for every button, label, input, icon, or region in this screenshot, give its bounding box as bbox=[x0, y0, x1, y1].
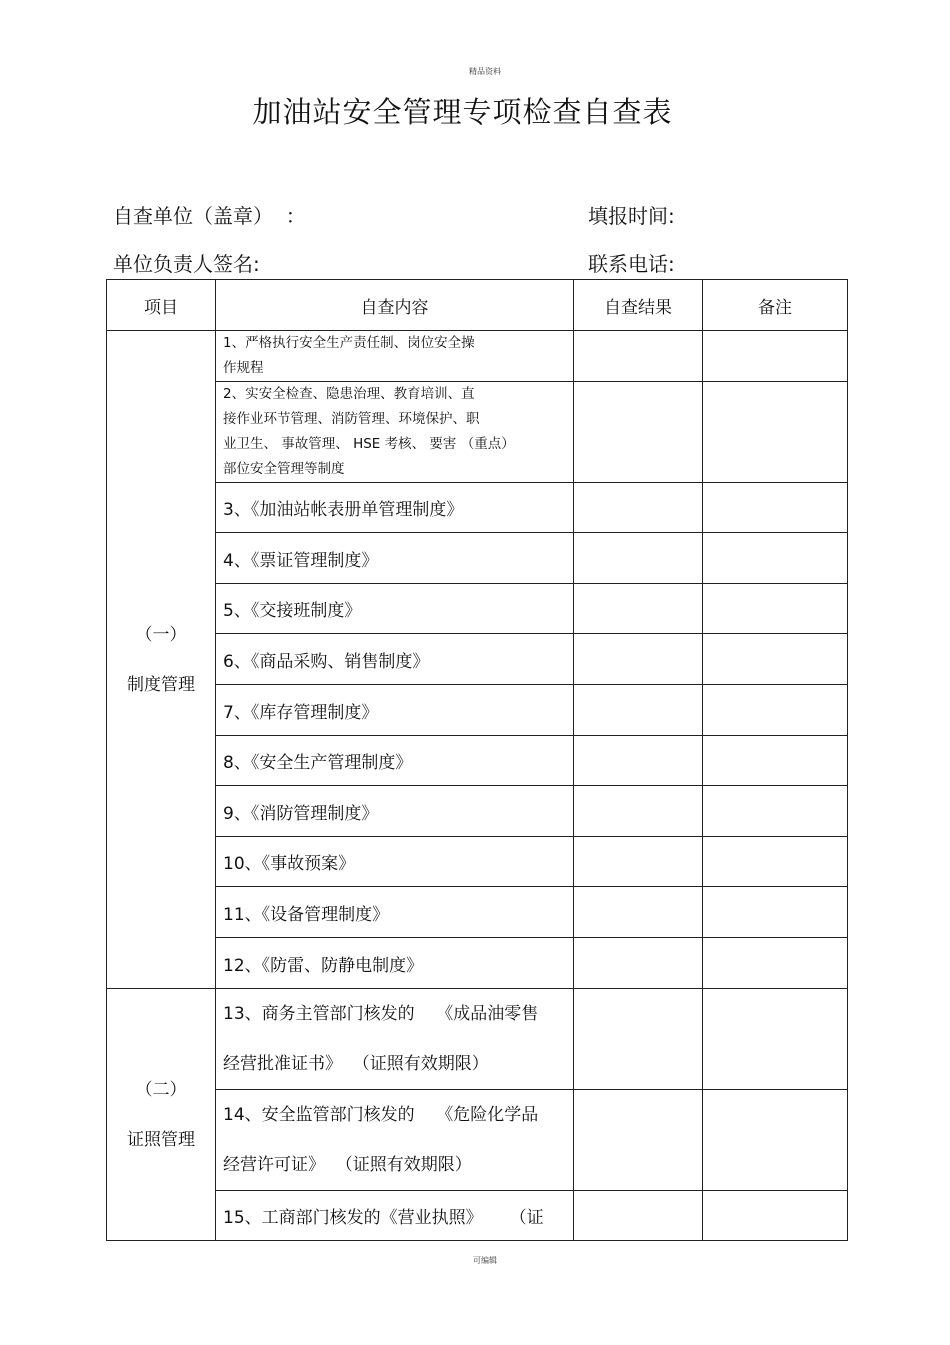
check-content-cell: 8、《安全生产管理制度》 bbox=[216, 736, 574, 786]
footer-note: 可编辑 bbox=[473, 1256, 497, 1265]
remark-cell[interactable] bbox=[703, 837, 848, 887]
check-content-cell bbox=[216, 331, 574, 382]
result-cell[interactable] bbox=[574, 786, 703, 837]
remark-cell[interactable] bbox=[703, 483, 848, 533]
remark-cell[interactable] bbox=[703, 736, 848, 786]
self-check-table bbox=[106, 279, 848, 1241]
check-content-cell: 12、《防雷、防静电制度》 bbox=[216, 938, 574, 989]
table-row bbox=[107, 331, 848, 382]
content-line: 接作业环节管理、消防管理、环境保护、职 bbox=[223, 411, 480, 427]
result-cell[interactable] bbox=[574, 736, 703, 786]
check-content-cell: 11、《设备管理制度》 bbox=[216, 887, 574, 938]
check-content-cell: 9、《消防管理制度》 bbox=[216, 786, 574, 837]
remark-cell[interactable] bbox=[703, 1090, 848, 1191]
report-date-label: 填报时间: bbox=[588, 204, 675, 228]
table-row bbox=[107, 887, 848, 938]
result-cell[interactable] bbox=[574, 1191, 703, 1241]
page-title: 加油站安全管理专项检查自查表 bbox=[252, 95, 673, 129]
table-row bbox=[107, 634, 848, 685]
remark-cell[interactable] bbox=[703, 1191, 848, 1241]
table-row bbox=[107, 584, 848, 634]
table-row bbox=[107, 736, 848, 786]
category-number: （二） bbox=[135, 1079, 187, 1100]
category-label: 证照管理 bbox=[127, 1129, 195, 1150]
remark-cell[interactable] bbox=[703, 887, 848, 938]
content-line: 2、实安全检查、隐患治理、教育培训、直 bbox=[223, 386, 475, 402]
table-row bbox=[107, 786, 848, 837]
result-cell[interactable] bbox=[574, 989, 703, 1090]
header-remark: 备注 bbox=[703, 280, 848, 331]
leader-signature-label: 单位负责人签名: bbox=[113, 252, 260, 276]
content-line: 部位安全管理等制度 bbox=[223, 461, 345, 477]
table-row bbox=[107, 837, 848, 887]
result-cell[interactable] bbox=[574, 1090, 703, 1191]
check-content-cell: 15、工商部门核发的《营业执照》 （证 bbox=[216, 1191, 574, 1241]
result-cell[interactable] bbox=[574, 938, 703, 989]
result-cell[interactable] bbox=[574, 685, 703, 736]
header-content: 自查内容 bbox=[216, 280, 574, 331]
table-row bbox=[107, 989, 848, 1090]
table-row bbox=[107, 533, 848, 584]
self-check-unit-label: 自查单位（盖章） ： bbox=[113, 204, 306, 228]
header-note: 精品资料 bbox=[469, 67, 501, 76]
category-number: （一） bbox=[135, 624, 187, 645]
result-cell[interactable] bbox=[574, 887, 703, 938]
remark-cell[interactable] bbox=[703, 584, 848, 634]
check-content-cell: 5、《交接班制度》 bbox=[216, 584, 574, 634]
table-row bbox=[107, 1191, 848, 1241]
result-cell[interactable] bbox=[574, 483, 703, 533]
remark-cell[interactable] bbox=[703, 938, 848, 989]
header-item: 项目 bbox=[107, 280, 216, 331]
content-line: 经营许可证》 （证照有效期限） bbox=[223, 1155, 472, 1175]
result-cell[interactable] bbox=[574, 382, 703, 483]
remark-cell[interactable] bbox=[703, 331, 848, 382]
header-result: 自查结果 bbox=[574, 280, 703, 331]
content-line: 经营批准证书》 （证照有效期限） bbox=[223, 1054, 489, 1074]
check-content-cell: 4、《票证管理制度》 bbox=[216, 533, 574, 584]
table-row bbox=[107, 685, 848, 736]
table-row bbox=[107, 483, 848, 533]
content-line: 1、严格执行安全生产责任制、岗位安全操 bbox=[223, 335, 475, 351]
content-line: 业卫生、 事故管理、 HSE 考核、 要害 （重点） bbox=[223, 436, 515, 452]
check-content-cell: 6、《商品采购、销售制度》 bbox=[216, 634, 574, 685]
remark-cell[interactable] bbox=[703, 786, 848, 837]
category-system-management bbox=[107, 331, 216, 989]
result-cell[interactable] bbox=[574, 331, 703, 382]
check-content-cell: 3、《加油站帐表册单管理制度》 bbox=[216, 483, 574, 533]
result-cell[interactable] bbox=[574, 837, 703, 887]
remark-cell[interactable] bbox=[703, 989, 848, 1090]
check-content-cell bbox=[216, 989, 574, 1090]
category-label: 制度管理 bbox=[127, 674, 195, 695]
table-row bbox=[107, 382, 848, 483]
remark-cell[interactable] bbox=[703, 533, 848, 584]
check-content-cell bbox=[216, 1090, 574, 1191]
remark-cell[interactable] bbox=[703, 634, 848, 685]
check-content-cell bbox=[216, 382, 574, 483]
check-content-cell: 10、《事故预案》 bbox=[216, 837, 574, 887]
result-cell[interactable] bbox=[574, 533, 703, 584]
result-cell[interactable] bbox=[574, 634, 703, 685]
table-row bbox=[107, 938, 848, 989]
check-content-cell: 7、《库存管理制度》 bbox=[216, 685, 574, 736]
content-line: 13、商务主管部门核发的 《成品油零售 bbox=[223, 1004, 539, 1024]
table-header-row bbox=[107, 280, 848, 331]
result-cell[interactable] bbox=[574, 584, 703, 634]
category-license-management bbox=[107, 989, 216, 1241]
table-row bbox=[107, 1090, 848, 1191]
content-line: 14、安全监管部门核发的 《危险化学品 bbox=[223, 1105, 539, 1125]
remark-cell[interactable] bbox=[703, 685, 848, 736]
remark-cell[interactable] bbox=[703, 382, 848, 483]
content-line: 作规程 bbox=[223, 360, 264, 376]
contact-phone-label: 联系电话: bbox=[588, 252, 675, 276]
